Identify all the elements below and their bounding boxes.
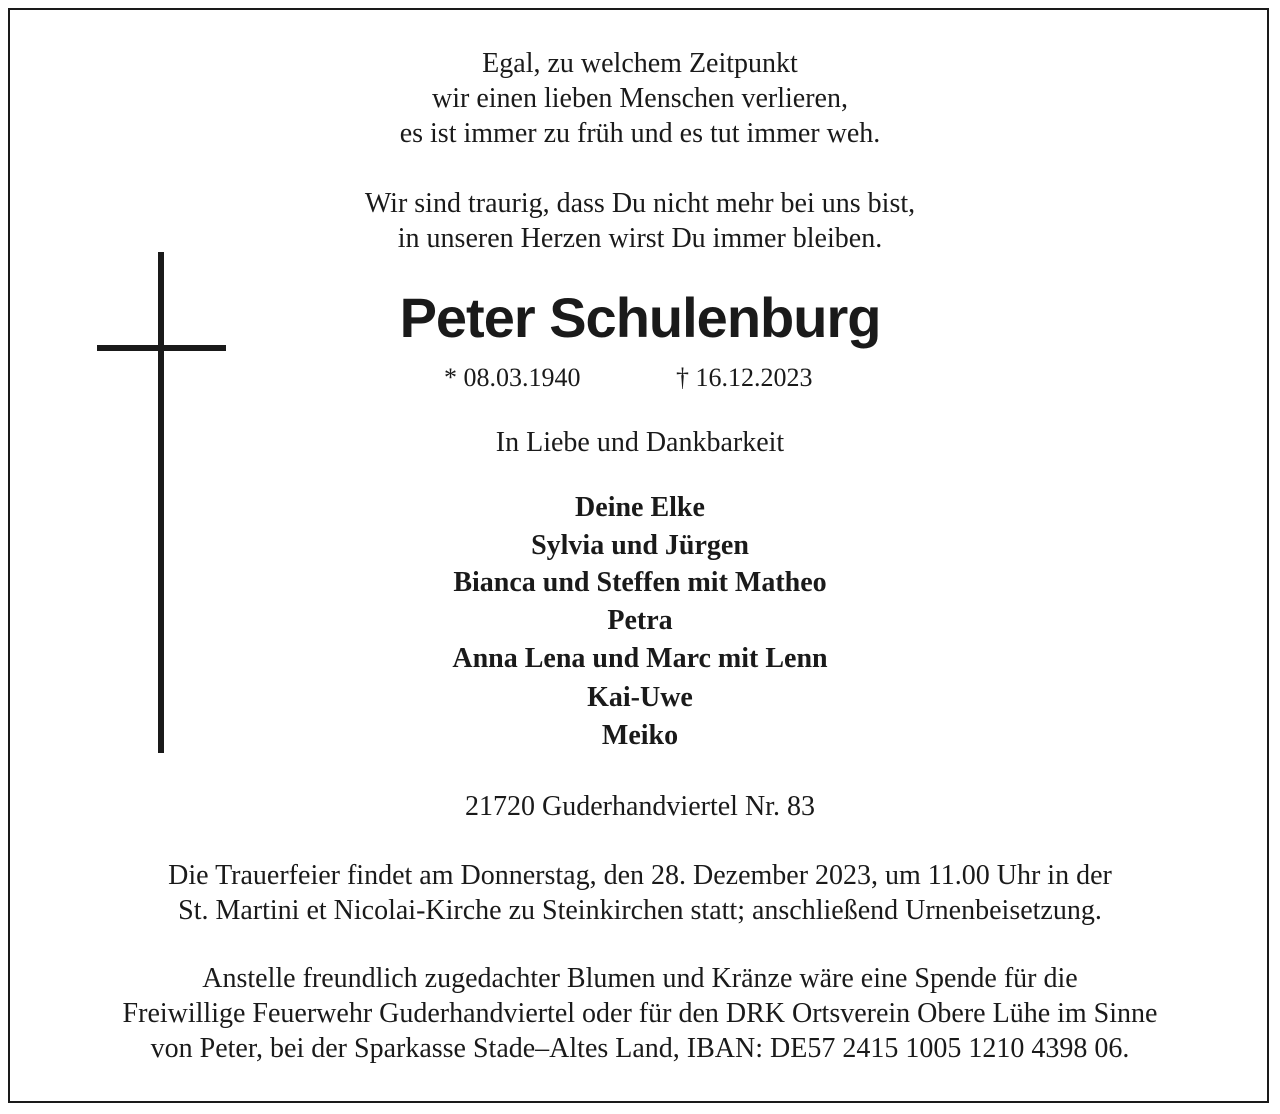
mourner-name: Anna Lena und Marc mit Lenn [452, 643, 828, 674]
funeral-line: Die Trauerfeier findet am Donnerstag, den 28. Dezember 2023, um 11.00 Uhr in der [168, 860, 1112, 891]
mourner-name: Bianca und Steffen mit Matheo [453, 567, 827, 598]
death-date: † 16.12.2023 [676, 363, 813, 392]
verse-line: in unseren Herzen wirst Du immer bleiben. [397, 223, 883, 254]
birth-date: * 08.03.1940 [444, 363, 581, 392]
deceased-name: Peter Schulenburg [399, 286, 881, 349]
mourner-name: Deine Elke [575, 492, 705, 523]
address: 21720 Guderhandviertel Nr. 83 [465, 791, 815, 822]
mourner-name: Kai-Uwe [587, 682, 693, 713]
mourner-name: Sylvia und Jürgen [531, 530, 749, 561]
dedication: In Liebe und Dankbarkeit [495, 427, 785, 458]
verse-line: Egal, zu welchem Zeitpunkt [482, 48, 798, 79]
donation-line: von Peter, bei der Sparkasse Stade–Altes Land, IBAN: DE57 2415 1005 1210 4398 06. [150, 1033, 1130, 1064]
verse-line: Wir sind traurig, dass Du nicht mehr bei uns bist, [364, 188, 916, 219]
funeral-line: St. Martini et Nicolai-Kirche zu Steinkirchen statt; anschließend Urnenbeisetzung. [178, 895, 1102, 926]
mourner-name: Meiko [601, 720, 679, 751]
verse-line: wir einen lieben Menschen verlieren, [432, 83, 848, 114]
verse-line: es ist immer zu früh und es tut immer weh. [399, 118, 881, 149]
donation-line: Anstelle freundlich zugedachter Blumen und Kränze wäre eine Spende für die [202, 963, 1078, 994]
mourner-name: Petra [607, 605, 673, 636]
donation-line: Freiwillige Feuerwehr Guderhandviertel oder für den DRK Ortsverein Obere Lühe im Sinne [122, 998, 1158, 1029]
